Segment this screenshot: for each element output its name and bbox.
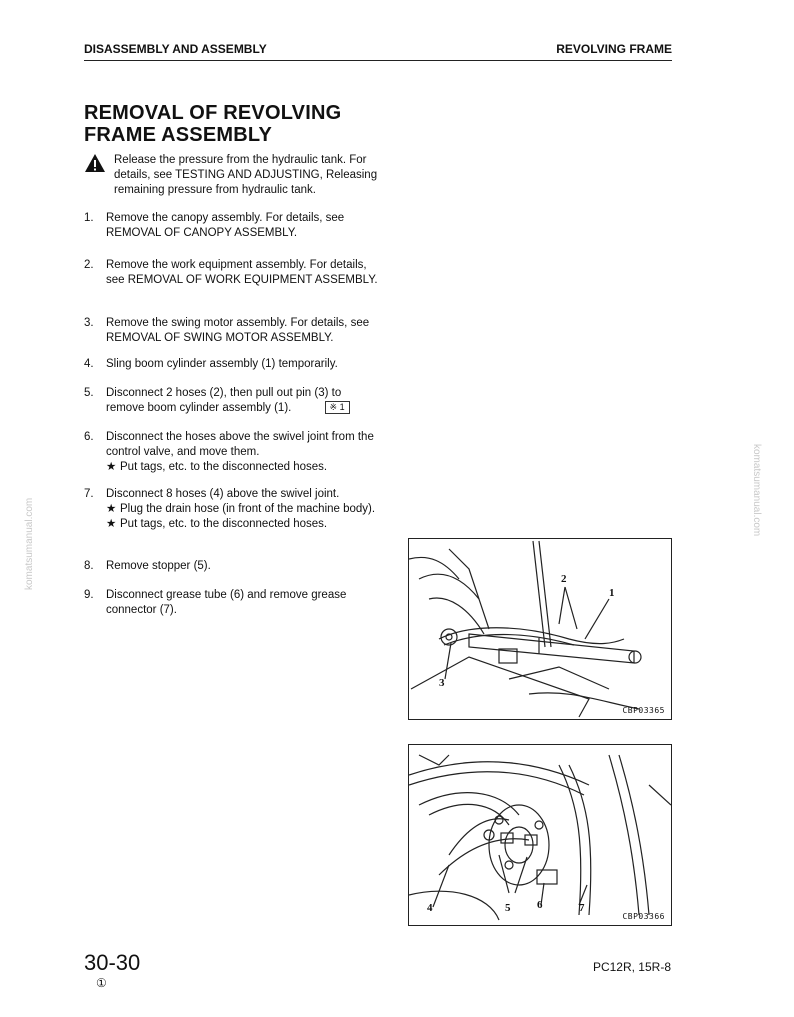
step-text: Remove the swing motor assembly. For details, see REMOVAL OF SWING MOTOR ASSEMBLY. <box>106 317 370 344</box>
step-number: 2. <box>84 259 94 271</box>
step-text: Disconnect grease tube (6) and remove grease connector (7). <box>106 589 347 616</box>
reference-mark: ※ 1 <box>325 401 350 414</box>
model-number: PC12R, 15R-8 <box>592 960 671 974</box>
star-icon: ★ <box>106 461 117 473</box>
step-body <box>106 487 382 532</box>
step-text: Disconnect 2 hoses (2), then pull out pin (3) to remove boom cylinder assembly (1). <box>106 387 342 414</box>
header-chapter: REVOLVING FRAME <box>556 42 672 56</box>
boom-cylinder-illustration <box>409 539 671 719</box>
warning-text: Release the pressure from the hydraulic tank. For details, see TESTING AND ADJUSTING, Releasing remaining pressure from hydraulic tank. <box>114 154 378 196</box>
step-number: 1. <box>84 212 94 224</box>
header-section: DISASSEMBLY AND ASSEMBLY <box>84 42 267 56</box>
callout-6: 6 <box>537 899 543 911</box>
callout-4: 4 <box>427 902 433 914</box>
warning-triangle-icon <box>84 153 106 173</box>
note-text: Put tags, etc. to the disconnected hoses. <box>120 518 328 530</box>
step-number: 5. <box>84 387 94 399</box>
step-note <box>106 502 382 517</box>
step-body <box>106 430 382 475</box>
callout-2: 2 <box>561 573 567 585</box>
revision-mark: ① <box>96 976 107 990</box>
step-number: 4. <box>84 358 94 370</box>
step-number: 6. <box>84 431 94 443</box>
step-text: Remove the canopy assembly. For details, see REMOVAL OF CANOPY ASSEMBLY. <box>106 212 345 239</box>
step-number: 8. <box>84 560 94 572</box>
star-icon: ★ <box>106 503 117 515</box>
callout-7: 7 <box>579 902 585 914</box>
title-line-1: REMOVAL OF REVOLVING <box>84 102 342 124</box>
callout-1: 1 <box>609 587 615 599</box>
step-number: 7. <box>84 488 94 500</box>
callout-5: 5 <box>505 902 511 914</box>
watermark-right: komatsumanual.com <box>751 444 762 537</box>
step-note <box>106 460 382 475</box>
step-text: Disconnect the hoses above the swivel joint from the control valve, and move them. <box>106 431 374 458</box>
step-body <box>106 386 382 416</box>
callout-3: 3 <box>439 677 445 689</box>
step-number: 9. <box>84 589 94 601</box>
step-text: Disconnect 8 hoses (4) above the swivel joint. <box>106 488 340 500</box>
step-text: Remove stopper (5). <box>106 560 211 572</box>
star-icon: ★ <box>106 518 117 530</box>
title-line-2: FRAME ASSEMBLY <box>84 124 273 146</box>
figure-code: CBP03365 <box>622 706 665 715</box>
figure-boom-cylinder <box>408 538 672 720</box>
page-title <box>84 102 404 146</box>
step-number: 3. <box>84 317 94 329</box>
step-text: Remove the work equipment assembly. For details, see REMOVAL OF WORK EQUIPMENT ASSEMBLY. <box>106 259 378 286</box>
watermark-left: komatsumanual.com <box>24 497 35 590</box>
figure-code: CBP03366 <box>622 912 665 921</box>
step-text: Sling boom cylinder assembly (1) temporarily. <box>106 358 338 370</box>
page-header <box>84 38 672 61</box>
figure-swivel-joint <box>408 744 672 926</box>
swivel-joint-illustration <box>409 745 671 925</box>
step-note <box>106 517 382 532</box>
note-text: Put tags, etc. to the disconnected hoses. <box>120 461 328 473</box>
page-number: 30-30 <box>84 950 141 975</box>
note-text: Plug the drain hose (in front of the machine body). <box>120 503 376 515</box>
